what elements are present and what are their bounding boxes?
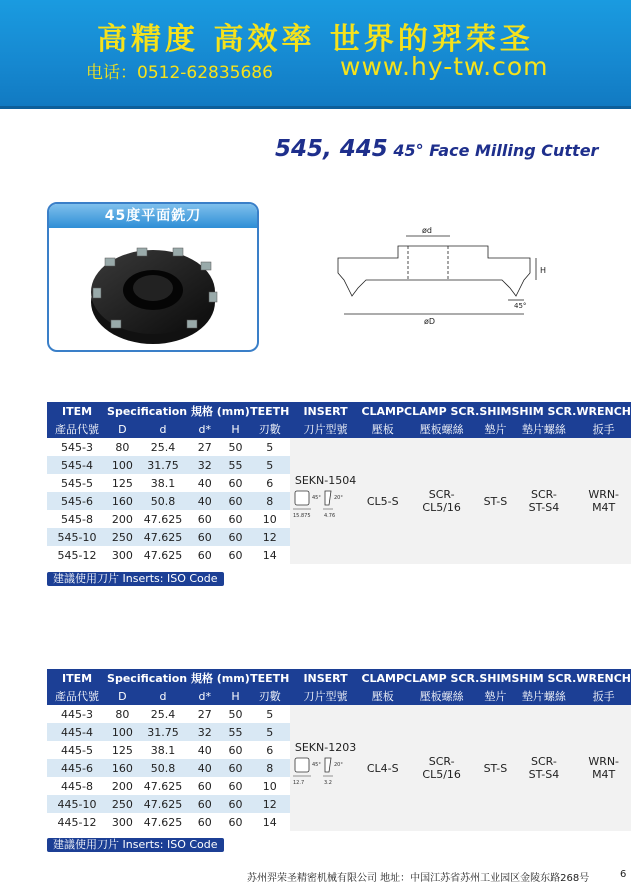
cell-teeth: 10 — [250, 777, 290, 795]
th-d: d — [138, 420, 188, 438]
clamp-scr-line1: SCR- — [428, 488, 455, 501]
cell-teeth: 5 — [250, 438, 290, 456]
th-teeth: TEETH — [250, 402, 290, 420]
clamp-scr-line2: CL5/16 — [422, 501, 461, 514]
cell-item: 545-4 — [47, 456, 107, 474]
th-clamp: CLAMP — [361, 669, 404, 687]
header-banner — [0, 0, 631, 106]
th-teeth-cn: 刃數 — [250, 687, 290, 705]
cell-item: 545-12 — [47, 546, 107, 564]
cell-D: 100 — [107, 723, 138, 741]
table-row — [47, 705, 631, 723]
shim-scr-cell — [512, 705, 577, 831]
th-item: ITEM — [47, 402, 107, 420]
th-shim-scr-cn: 墊片螺絲 — [512, 420, 577, 438]
insert-code: SEKN-1203 — [294, 741, 357, 754]
dim-height: H — [540, 266, 547, 275]
cutter-dimension-diagram — [318, 218, 558, 328]
cell-teeth: 6 — [250, 741, 290, 759]
th-teeth: TEETH — [250, 669, 290, 687]
shim-code: ST-S — [483, 761, 508, 775]
page-number: 6 — [620, 869, 627, 880]
clamp-scr-cell — [404, 705, 479, 831]
cell-H: 60 — [221, 741, 250, 759]
shim-cell — [479, 705, 511, 831]
spec-table-545 — [47, 402, 631, 564]
th-item-cn: 產品代號 — [47, 420, 107, 438]
th-clamp-scr: CLAMP SCR. — [404, 402, 479, 420]
cell-D: 200 — [107, 777, 138, 795]
cell-teeth: 5 — [250, 723, 290, 741]
note-445: 建議使用刀片 Inserts: ISO Code — [47, 838, 224, 852]
th-H: H — [221, 687, 250, 705]
cell-teeth: 8 — [250, 759, 290, 777]
th-item: ITEM — [47, 669, 107, 687]
th-D: D — [107, 420, 138, 438]
header-website[interactable]: www.hy-tw.com — [340, 52, 549, 81]
insert-shape-icon — [291, 754, 361, 788]
cell-D: 80 — [107, 705, 138, 723]
cutter-image-icon — [53, 230, 253, 350]
title-angle: 45° — [393, 141, 424, 160]
insert-dim-d: 20° — [333, 762, 343, 768]
th-wrench-cn: 扳手 — [576, 420, 631, 438]
cell-D: 200 — [107, 510, 138, 528]
th-insert: INSERT — [290, 402, 362, 420]
shim-scr-line2: ST-S4 — [528, 768, 560, 781]
cell-D: 250 — [107, 795, 138, 813]
th-clamp-cn: 壓板 — [361, 687, 404, 705]
th-spec: Specification 規格 (mm) — [107, 669, 250, 687]
th-spec: Specification 規格 (mm) — [107, 402, 250, 420]
th-wrench-cn: 扳手 — [576, 687, 631, 705]
th-shim: SHIM — [479, 669, 511, 687]
cell-teeth: 14 — [250, 546, 290, 564]
cell-item: 445-3 — [47, 705, 107, 723]
cell-item: 445-5 — [47, 741, 107, 759]
cell-D: 300 — [107, 813, 138, 831]
cell-D: 250 — [107, 528, 138, 546]
cell-d: 47.625 — [138, 813, 188, 831]
wrench-cell — [576, 705, 631, 831]
th-H: H — [221, 420, 250, 438]
th-shim-scr: SHIM SCR. — [512, 669, 577, 687]
product-label: 45度平面銑刀 — [49, 204, 257, 228]
th-clamp-cn: 壓板 — [361, 420, 404, 438]
cell-H: 60 — [221, 813, 250, 831]
clamp-cell — [361, 438, 404, 564]
cell-H: 50 — [221, 705, 250, 723]
page-title — [275, 136, 598, 162]
th-d-star: d* — [188, 420, 221, 438]
cell-d: 31.75 — [138, 456, 188, 474]
cell-d: 47.625 — [138, 795, 188, 813]
cell-item: 445-10 — [47, 795, 107, 813]
insert-dim-b: 3.2 — [323, 780, 332, 786]
cell-teeth: 6 — [250, 474, 290, 492]
cell-d: 47.625 — [138, 510, 188, 528]
cell-teeth: 12 — [250, 795, 290, 813]
cell-item: 545-6 — [47, 492, 107, 510]
cell-H: 60 — [221, 492, 250, 510]
cell-d-star: 32 — [188, 723, 221, 741]
cell-d-star: 60 — [188, 510, 221, 528]
cell-D: 125 — [107, 474, 138, 492]
th-insert-cn: 刀片型號 — [290, 687, 362, 705]
th-wrench: WRENCH — [576, 669, 631, 687]
clamp-scr-line2: CL5/16 — [422, 768, 461, 781]
cell-teeth: 8 — [250, 492, 290, 510]
cell-d: 38.1 — [138, 741, 188, 759]
clamp-code: CL4-S — [366, 761, 399, 775]
cell-H: 60 — [221, 777, 250, 795]
cell-d: 50.8 — [138, 492, 188, 510]
title-name: Face Milling Cutter — [429, 141, 599, 160]
wrench-line1: WRN- — [588, 755, 620, 768]
cell-item: 445-6 — [47, 759, 107, 777]
wrench-line2: M4T — [592, 501, 616, 514]
cell-d: 50.8 — [138, 759, 188, 777]
cell-d-star: 27 — [188, 438, 221, 456]
cell-d-star: 60 — [188, 813, 221, 831]
cell-d-star: 40 — [188, 474, 221, 492]
cell-d-star: 60 — [188, 546, 221, 564]
cell-H: 60 — [221, 510, 250, 528]
cell-item: 445-12 — [47, 813, 107, 831]
th-shim-cn: 墊片 — [479, 687, 511, 705]
cell-d-star: 40 — [188, 492, 221, 510]
shim-scr-line1: SCR- — [531, 755, 557, 768]
insert-cell — [290, 438, 362, 564]
insert-code: SEKN-1504 — [294, 474, 357, 487]
wrench-line2: M4T — [592, 768, 616, 781]
cell-D: 160 — [107, 759, 138, 777]
dim-angle: 45° — [514, 302, 527, 310]
cell-D: 125 — [107, 741, 138, 759]
cell-d-star: 60 — [188, 528, 221, 546]
th-shim-scr: SHIM SCR. — [512, 402, 577, 420]
cell-item: 545-8 — [47, 510, 107, 528]
cell-D: 80 — [107, 438, 138, 456]
shim-cell — [479, 438, 511, 564]
th-D: D — [107, 687, 138, 705]
cell-teeth: 10 — [250, 510, 290, 528]
spec-table-445 — [47, 669, 631, 831]
insert-cell — [290, 705, 362, 831]
th-shim-scr-cn: 墊片螺絲 — [512, 687, 577, 705]
clamp-cell — [361, 705, 404, 831]
th-teeth-cn: 刃數 — [250, 420, 290, 438]
footer-company: 苏州羿荣圣精密机械有限公司 地址：中国江苏省苏州工业园区金陵东路268号 — [247, 873, 590, 884]
cell-teeth: 5 — [250, 705, 290, 723]
cell-d-star: 40 — [188, 759, 221, 777]
th-clamp-scr: CLAMP SCR. — [404, 669, 479, 687]
dim-small-d: ød — [422, 226, 432, 235]
product-box — [47, 202, 259, 352]
cell-item: 545-3 — [47, 438, 107, 456]
cell-H: 55 — [221, 723, 250, 741]
cell-H: 60 — [221, 759, 250, 777]
cell-D: 160 — [107, 492, 138, 510]
clamp-scr-line1: SCR- — [428, 755, 455, 768]
header-slogan: 高精度 高效率 世界的羿荣圣 — [97, 22, 534, 57]
cell-d: 47.625 — [138, 777, 188, 795]
insert-dim-a: 15.875 — [292, 513, 311, 519]
th-item-cn: 產品代號 — [47, 687, 107, 705]
cell-D: 100 — [107, 456, 138, 474]
dim-big-d: øD — [424, 317, 436, 326]
cell-d: 47.625 — [138, 528, 188, 546]
cell-item: 445-4 — [47, 723, 107, 741]
insert-dim-c: 45° — [311, 762, 321, 768]
cell-D: 300 — [107, 546, 138, 564]
cell-d: 25.4 — [138, 438, 188, 456]
cell-d-star: 60 — [188, 795, 221, 813]
title-models: 545, 445 — [275, 136, 388, 162]
cell-H: 60 — [221, 474, 250, 492]
cell-d-star: 32 — [188, 456, 221, 474]
th-wrench: WRENCH — [576, 402, 631, 420]
cell-H: 60 — [221, 795, 250, 813]
cell-H: 60 — [221, 528, 250, 546]
clamp-scr-cell — [404, 438, 479, 564]
shim-scr-cell — [512, 438, 577, 564]
cell-item: 445-8 — [47, 777, 107, 795]
cell-item: 545-10 — [47, 528, 107, 546]
th-shim: SHIM — [479, 402, 511, 420]
cell-item: 545-5 — [47, 474, 107, 492]
cell-teeth: 14 — [250, 813, 290, 831]
cell-H: 50 — [221, 438, 250, 456]
th-insert-cn: 刀片型號 — [290, 420, 362, 438]
cell-H: 60 — [221, 546, 250, 564]
cell-d-star: 60 — [188, 777, 221, 795]
cell-d: 25.4 — [138, 705, 188, 723]
cell-teeth: 5 — [250, 456, 290, 474]
th-clamp-scr-cn: 壓板螺絲 — [404, 420, 479, 438]
insert-dim-c: 45° — [311, 495, 321, 501]
table-row — [47, 438, 631, 456]
shim-scr-line2: ST-S4 — [528, 501, 560, 514]
header-phone: 电话：0512-62835686 — [86, 63, 273, 83]
clamp-code: CL5-S — [366, 494, 399, 508]
insert-dim-a: 12.7 — [292, 780, 304, 786]
th-clamp-scr-cn: 壓板螺絲 — [404, 687, 479, 705]
cell-d-star: 40 — [188, 741, 221, 759]
insert-dim-b: 4.76 — [323, 513, 335, 519]
cell-d-star: 27 — [188, 705, 221, 723]
wrench-line1: WRN- — [588, 488, 620, 501]
cell-H: 55 — [221, 456, 250, 474]
insert-shape-icon — [291, 487, 361, 521]
th-shim-cn: 墊片 — [479, 420, 511, 438]
cell-d: 47.625 — [138, 546, 188, 564]
insert-dim-d: 20° — [333, 495, 343, 501]
cell-d: 38.1 — [138, 474, 188, 492]
th-d: d — [138, 687, 188, 705]
wrench-cell — [576, 438, 631, 564]
header-divider — [0, 106, 631, 109]
note-545: 建議使用刀片 Inserts: ISO Code — [47, 572, 224, 586]
cell-d: 31.75 — [138, 723, 188, 741]
shim-scr-line1: SCR- — [531, 488, 557, 501]
cell-teeth: 12 — [250, 528, 290, 546]
th-d-star: d* — [188, 687, 221, 705]
th-clamp: CLAMP — [361, 402, 404, 420]
shim-code: ST-S — [483, 494, 508, 508]
th-insert: INSERT — [290, 669, 362, 687]
